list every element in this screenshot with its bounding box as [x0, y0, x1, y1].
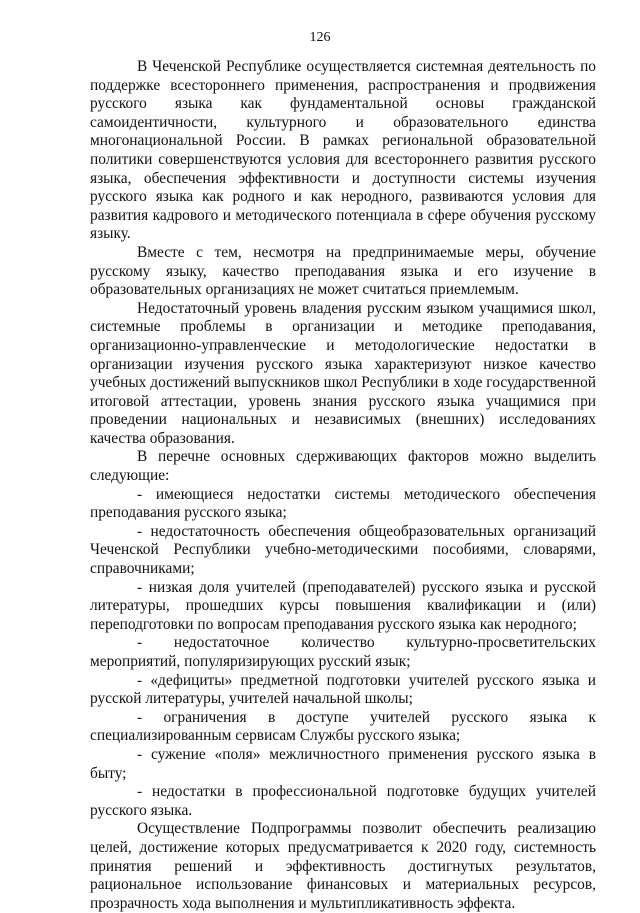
paragraph-quality: Вместе с тем, несмотря на предпринимаемые меры, обучение русскому языку, качество преподавания языка и его изучение в образовательных организациях не может считаться приемлемым.: [90, 243, 596, 299]
page-number: 126: [309, 30, 331, 45]
paragraph-intro: В Чеченской Республике осуществляется системная деятельность по поддержке всестороннего применения, распространения и продвижения русского языка как фундаментальной основы гражданской самоидентичности, культурного и образовательного единства многонациональной России. В рамках региональной образовательной политики совершенствуются условия для всестороннего развития русского языка, обеспечения эффективности и доступности системы изучения русского языка как родного и как неродного, развиваются условия для развития кадрового и методического потенциала в сфере обучения русскому языку.: [90, 58, 596, 243]
paragraph-conclusion: Осуществление Подпрограммы позволит обеспечить реализацию целей, достижение которых предусматривается к 2020 году, системность принятия решений и эффективность достигнутых результатов, рациональное использование финансовых и материальных ресурсов, прозрачность хода выполнения и мультипликативность эффекта.: [90, 820, 596, 912]
list-item-teacher-training: - низкая доля учителей (преподавателей) русского языка и русской литературы, прошедших курсы повышения квалификации и (или) переподготовки по вопросам преподавания русского языка как неродного;: [90, 578, 596, 633]
document-body: [90, 58, 596, 913]
paragraph-problems: Недостаточный уровень владения русским языком учащимися школ, системные проблемы в организации и методике преподавания, организационно-управленческие и методологические недостатки в организации изучения русского языка характеризуют низкое качество учебных достижений выпускников школ Республики в ходе государственной итоговой аттестации, уровень знания русского языка учащимися при проведении национальных и независимых (внешних) исследованиях качества образования.: [90, 299, 596, 447]
list-item-everyday-usage: - сужение «поля» межличностного применения русского языка в быту;: [90, 745, 596, 782]
paragraph-factors-intro: В перечне основных сдерживающих факторов можно выделить следующие:: [90, 448, 596, 485]
list-item-methodical-support: - имеющиеся недостатки системы методического обеспечения преподавания русского языка;: [90, 485, 596, 522]
list-item-textbooks: - недостаточность обеспечения общеобразовательных организаций Чеченской Республики учебно-методическими пособиями, словарями, справочниками;: [90, 522, 596, 578]
list-item-subject-deficits: - «дефициты» предметной подготовки учителей русского языка и русской литературы, учителей начальной школы;: [90, 671, 596, 708]
list-item-future-teachers: - недостатки в профессиональной подготовке будущих учителей русского языка.: [90, 783, 596, 819]
list-item-service-access: - ограничения в доступе учителей русского языка к специализированным сервисам Службы русского языка;: [90, 708, 596, 745]
list-item-cultural-events: - недостаточное количество культурно-просветительских мероприятий, популяризирующих русский язык;: [90, 634, 596, 670]
